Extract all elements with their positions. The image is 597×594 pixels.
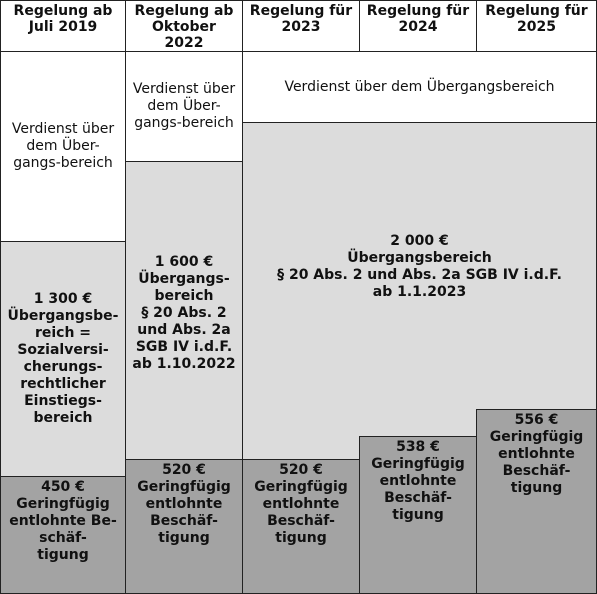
minijob-2023 xyxy=(242,459,360,594)
header-2019 xyxy=(0,0,126,52)
text-line: 2023 xyxy=(281,19,321,35)
text-line: Beschäf- xyxy=(267,513,335,529)
text-line: rechtlicher xyxy=(20,376,106,392)
text-line: tigung xyxy=(158,530,210,546)
text-line: gangs-bereich xyxy=(13,155,113,171)
text-line: Einstiegs- xyxy=(24,393,102,409)
above-zone-2023-2025 xyxy=(242,51,597,123)
text-line: Beschäf- xyxy=(502,463,571,479)
text-line: Verdienst über xyxy=(132,81,236,97)
text-line: bereich xyxy=(33,410,93,426)
text-line: 2022 xyxy=(164,35,204,51)
text-line: Juli 2019 xyxy=(28,19,98,35)
text-line: Regelung für xyxy=(249,3,353,19)
text-line: Regelung für xyxy=(366,3,470,19)
text-line: tigung xyxy=(510,480,563,496)
text-line: Regelung für xyxy=(485,3,588,19)
text-line: entlohnte xyxy=(379,473,457,489)
text-line: Regelung ab xyxy=(13,3,113,19)
minijob-2019 xyxy=(0,476,126,594)
text-line: schäf- xyxy=(39,530,87,546)
text-line: 556 € xyxy=(514,412,559,428)
text-line: Geringfügig xyxy=(254,479,348,495)
text-line: Regelung ab xyxy=(134,3,234,19)
text-line: reich = xyxy=(34,325,92,341)
header-2025 xyxy=(476,0,597,52)
text-line: 2 000 € xyxy=(390,233,449,249)
text-line: Geringfügig xyxy=(371,456,465,472)
text-line: Verdienst über xyxy=(11,121,115,137)
text-line: tigung xyxy=(392,507,444,523)
minijob-2025 xyxy=(476,409,597,594)
text-line: und Abs. 2a xyxy=(137,322,231,338)
text-line: gangs-bereich xyxy=(134,115,234,131)
text-line: entlohnte xyxy=(498,446,575,462)
text-line: tigung xyxy=(37,547,89,563)
text-line: § 20 Abs. 2 xyxy=(141,305,227,321)
minijob-2024 xyxy=(359,436,477,594)
above-zone-2019 xyxy=(0,51,126,242)
text-line: 450 € xyxy=(41,479,85,495)
text-line: Übergangsbe- xyxy=(7,308,119,324)
text-line: dem Über- xyxy=(147,98,221,114)
text-line: ab 1.10.2022 xyxy=(132,356,236,372)
text-line: ab 1.1.2023 xyxy=(372,284,467,300)
text-line: Übergangsbereich xyxy=(347,250,492,266)
text-line: tigung xyxy=(275,530,327,546)
text-line: 1 300 € xyxy=(33,291,93,307)
text-line: bereich xyxy=(154,288,214,304)
text-line: Oktober xyxy=(152,19,216,35)
header-2024 xyxy=(359,0,477,52)
text-line: 538 € xyxy=(396,439,440,455)
text-line: Geringfügig xyxy=(16,496,110,512)
text-line: 520 € xyxy=(279,462,323,478)
text-line: 2025 xyxy=(517,19,556,35)
header-2023 xyxy=(242,0,360,52)
text-line: 1 600 € xyxy=(154,254,214,270)
above-zone-2022 xyxy=(125,51,243,162)
text-line: cherungs- xyxy=(23,359,103,375)
text-line: 2024 xyxy=(398,19,438,35)
transition-zone-2019 xyxy=(0,241,126,477)
text-line: Geringfügig xyxy=(489,429,584,445)
text-line: Verdienst über dem Übergangsbereich xyxy=(284,78,555,95)
text-line: Beschäf- xyxy=(384,490,452,506)
text-line: SGB IV i.d.F. xyxy=(135,339,233,355)
text-line: Geringfügig xyxy=(137,479,231,495)
text-line: dem Über- xyxy=(26,138,100,154)
text-line: Übergangs- xyxy=(138,271,230,287)
text-line: Beschäf- xyxy=(150,513,218,529)
text-line: Sozialversi- xyxy=(17,342,109,358)
text-line: entlohnte xyxy=(145,496,223,512)
transition-zone-2022 xyxy=(125,161,243,460)
text-line: § 20 Abs. 2 und Abs. 2a SGB IV i.d.F. xyxy=(277,267,562,283)
header-2022 xyxy=(125,0,243,52)
text-line: entlohnte xyxy=(262,496,340,512)
text-line: entlohnte Be- xyxy=(9,513,117,529)
text-line: 520 € xyxy=(162,462,206,478)
minijob-2022 xyxy=(125,459,243,594)
